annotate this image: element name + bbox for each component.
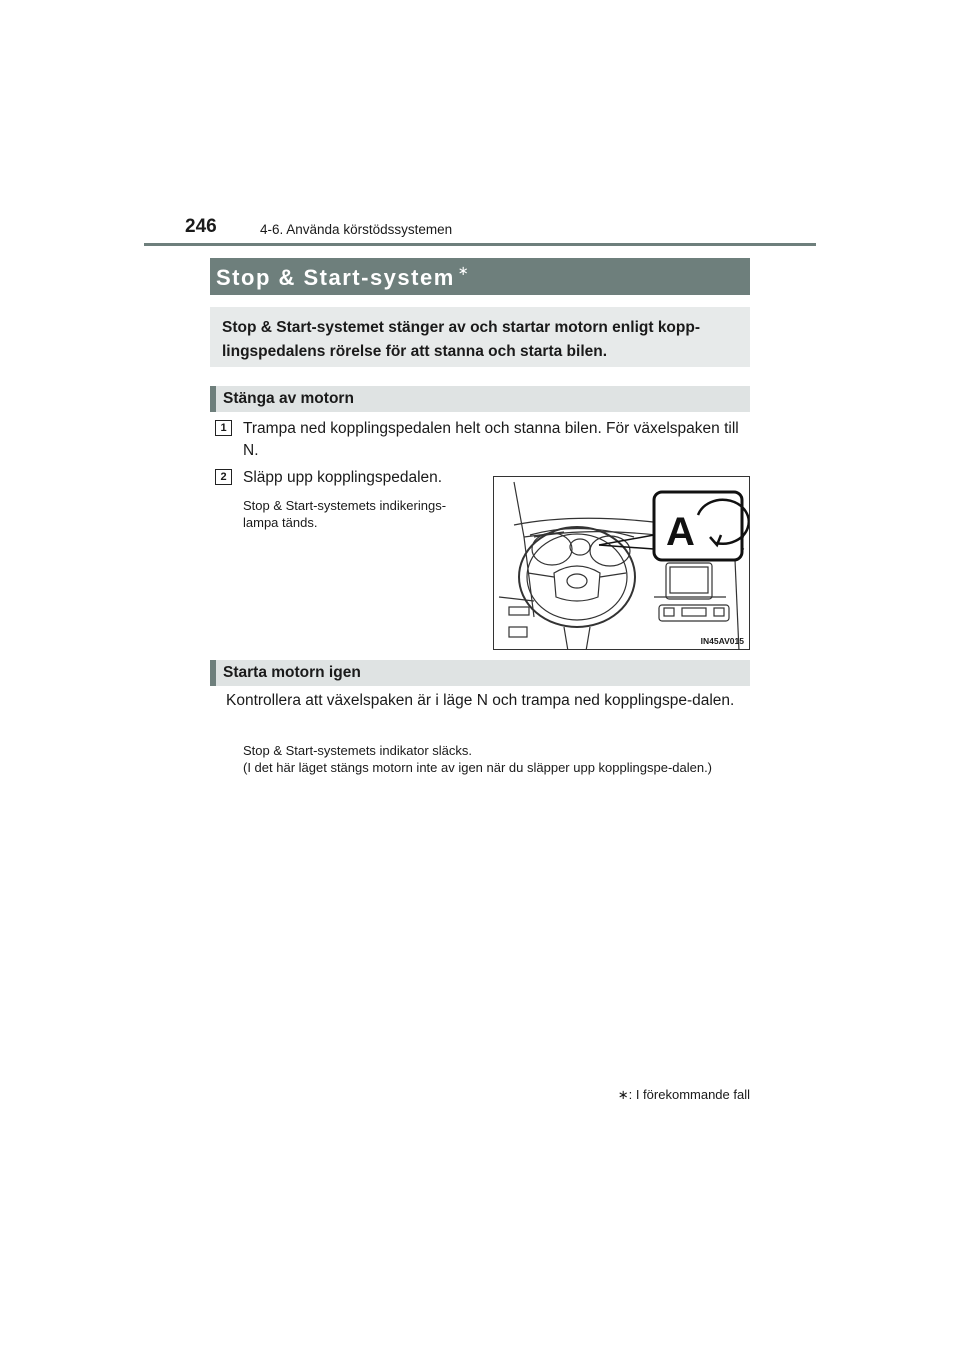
intro-text: Stop & Start-systemet stänger av och startar motorn enligt kopp-lingspedalens rörelse för att stanna och starta bilen. (222, 319, 701, 360)
title-star-marker: ∗ (457, 263, 471, 278)
callout-label: A (666, 510, 695, 554)
intro-box (210, 307, 750, 367)
title-bar (210, 258, 750, 295)
figure-code: IN45AV015 (700, 636, 744, 646)
footnote-text: : I förekommande fall (628, 1087, 750, 1102)
restart-text: Kontrollera att växelspaken är i läge N och trampa ned kopplingspe-dalen. (226, 692, 735, 709)
page-header (185, 216, 816, 246)
restart-section-heading-text: Starta motorn igen (223, 664, 361, 681)
header-rule (144, 243, 816, 246)
step-1-number: 1 (215, 420, 232, 436)
stop-section-heading-text: Stänga av motorn (223, 390, 354, 407)
step-2-number: 2 (215, 469, 232, 485)
stop-section-heading (210, 386, 750, 412)
section-path: 4-6. Använda körstödssystemen (260, 222, 453, 237)
restart-section-heading (210, 660, 750, 686)
step-1-text: Trampa ned kopplingspedalen helt och stanna bilen. För växelspaken till N. (243, 420, 739, 459)
footnote-marker: ∗ (617, 1087, 629, 1102)
page-title (216, 263, 470, 291)
footnote (618, 1087, 750, 1103)
dashboard-illustration (493, 476, 750, 650)
step-2-note: Stop & Start-systemets indikerings-lampa tänds. (243, 498, 447, 530)
step-2-text: Släpp upp kopplingspedalen. (243, 469, 443, 486)
page-number: 246 (185, 216, 217, 237)
restart-note-1: Stop & Start-systemets indikator släcks. (243, 743, 473, 758)
dashboard-drawing (494, 477, 750, 650)
restart-note-2: (I det här läget stängs motorn inte av igen när du släpper upp kopplingspe-dalen.) (243, 760, 713, 775)
page-title-text: Stop & Start-system (216, 265, 455, 290)
